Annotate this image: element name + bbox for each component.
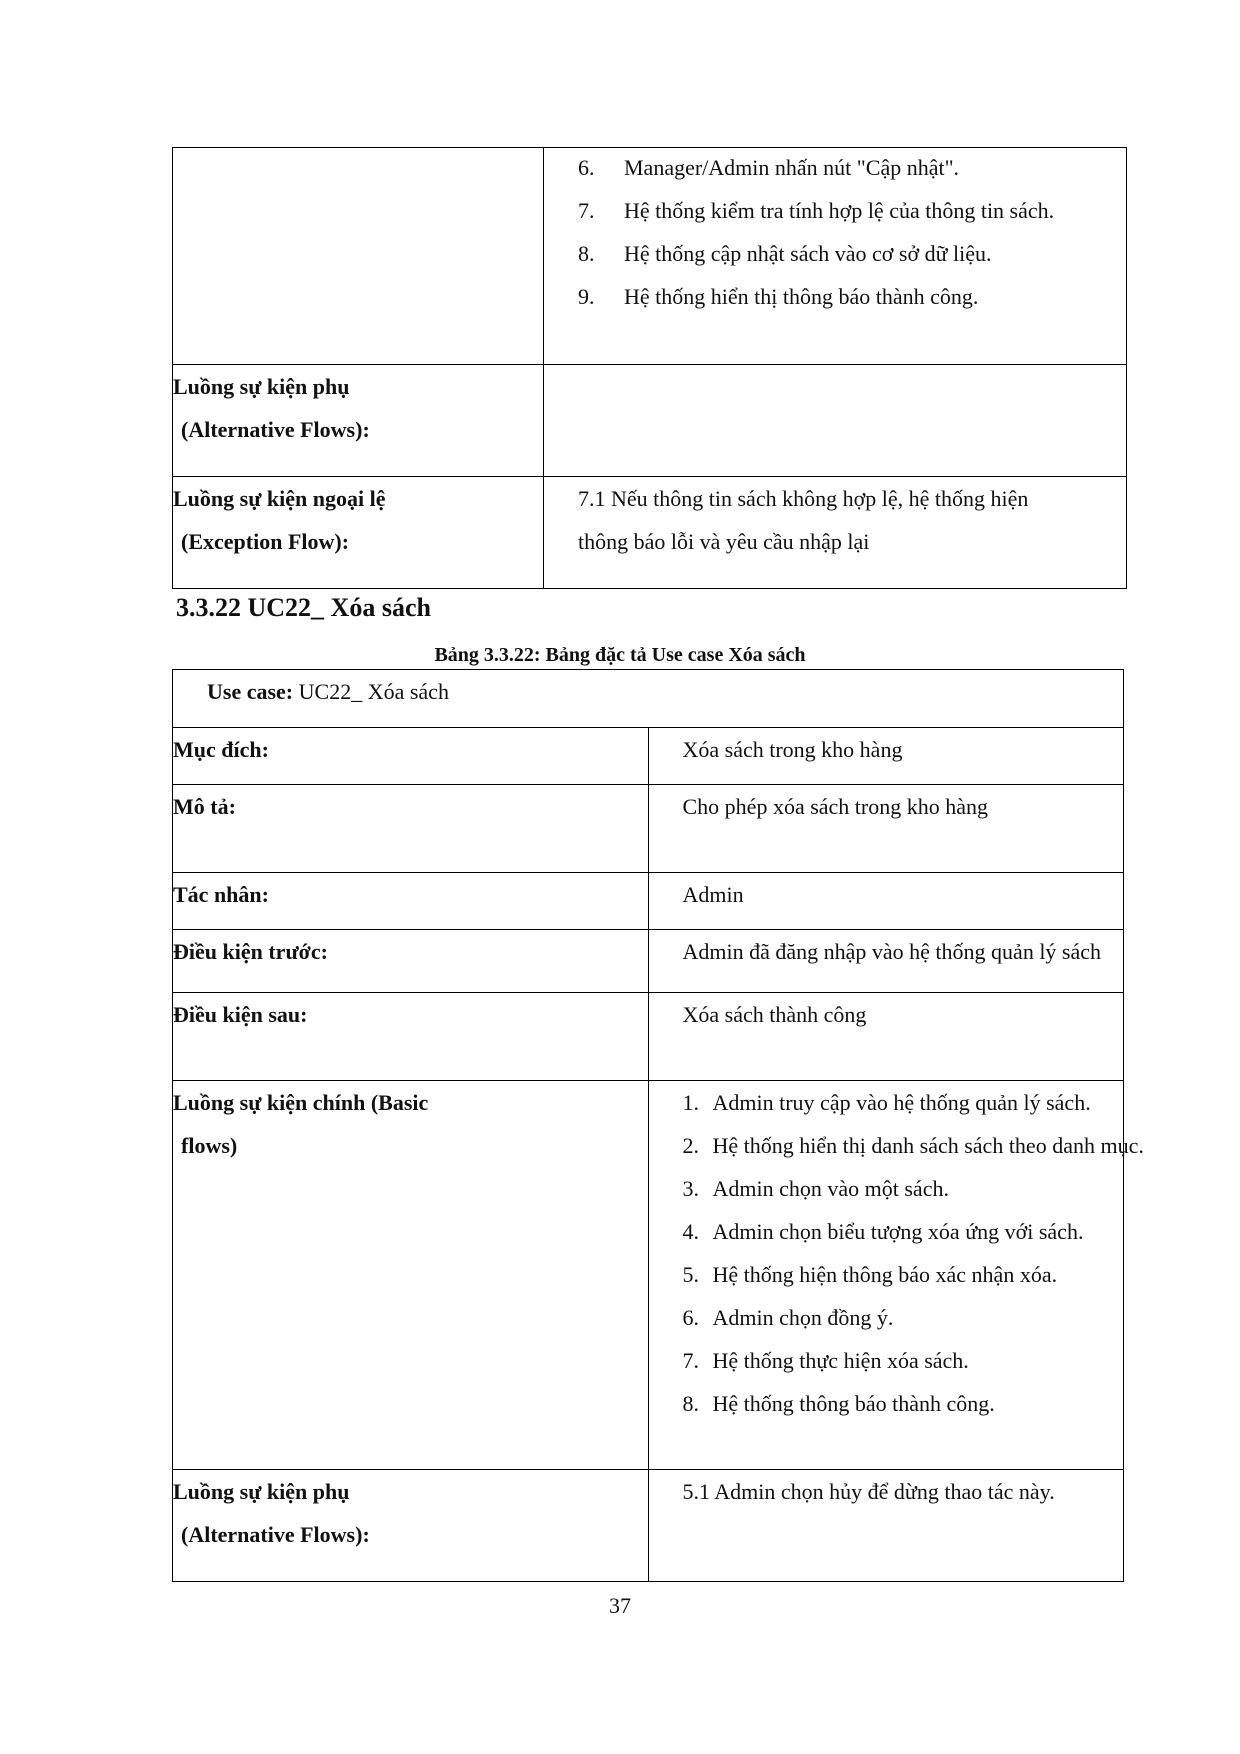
- purpose-row: [173, 728, 1124, 785]
- alternative-flow-row: [173, 1470, 1124, 1582]
- step-item: 3. Admin chọn vào một sách.: [682, 1176, 949, 1201]
- alternative-flow-value: [544, 365, 1127, 477]
- postcondition-row: [173, 993, 1124, 1081]
- basic-flow-continued-row: [173, 148, 1127, 365]
- step-item: 8. Hệ thống thông báo thành công.: [682, 1391, 995, 1416]
- exception-flow-label: Luồng sự kiện ngoại lệ (Exception Flow):: [173, 477, 544, 589]
- basic-flow-row: [173, 1081, 1124, 1470]
- precondition-label: Điều kiện trước:: [173, 930, 649, 993]
- precondition-value: Admin đã đăng nhập vào hệ thống quản lý sách: [648, 930, 1124, 993]
- alternative-flow-label: Luồng sự kiện phụ (Alternative Flows):: [173, 1470, 649, 1582]
- usecase-cell: [173, 670, 1124, 728]
- purpose-label: Mục đích:: [173, 728, 649, 785]
- usecase-row: [173, 670, 1124, 728]
- description-label: Mô tả:: [173, 785, 649, 873]
- step-item: 9. Hệ thống hiển thị thông báo thành công.: [578, 284, 979, 309]
- exception-flow-row: [173, 477, 1127, 589]
- description-row: [173, 785, 1124, 873]
- actor-row: [173, 873, 1124, 930]
- actor-label: Tác nhân:: [173, 873, 649, 930]
- table-caption: Bảng 3.3.22: Bảng đặc tả Use case Xóa sách: [434, 644, 806, 666]
- step-item: 7. Hệ thống thực hiện xóa sách.: [682, 1348, 969, 1373]
- page-number: 37: [609, 1593, 631, 1618]
- description-value: Cho phép xóa sách trong kho hàng: [648, 785, 1124, 873]
- section-heading: 3.3.22 UC22_ Xóa sách: [176, 593, 431, 622]
- exception-flow-value: 7.1 Nếu thông tin sách không hợp lệ, hệ thống hiện thông báo lỗi và yêu cầu nhập lại: [544, 477, 1127, 589]
- basic-flow-steps: [648, 1081, 1144, 1470]
- step-item: 6. Admin chọn đồng ý.: [682, 1305, 894, 1330]
- purpose-value: Xóa sách trong kho hàng: [648, 728, 1124, 785]
- actor-value: Admin: [648, 873, 1124, 930]
- usecase-table-continued: [172, 147, 1127, 589]
- step-item: 8. Hệ thống cập nhật sách vào cơ sở dữ liệu.: [578, 241, 992, 266]
- basic-flow-steps-cell: [544, 148, 1127, 365]
- step-item: 1. Admin truy cập vào hệ thống quản lý sách.: [682, 1090, 1091, 1115]
- step-item: 4. Admin chọn biểu tượng xóa ứng với sách.: [682, 1219, 1084, 1244]
- usecase-value: UC22_ Xóa sách: [298, 679, 449, 704]
- alternative-flow-row: [173, 365, 1127, 477]
- empty-label-cell: [173, 148, 544, 365]
- postcondition-value: Xóa sách thành công: [648, 993, 1124, 1081]
- postcondition-label: Điều kiện sau:: [173, 993, 649, 1081]
- basic-flow-label: Luồng sự kiện chính (Basic flows): [173, 1081, 649, 1470]
- alternative-flow-value: 5.1 Admin chọn hủy để dừng thao tác này.: [648, 1470, 1124, 1582]
- usecase-label: Use case:: [207, 679, 294, 704]
- step-item: 7. Hệ thống kiểm tra tính hợp lệ của thông tin sách.: [578, 198, 1055, 223]
- step-item: 6. Manager/Admin nhấn nút "Cập nhật".: [578, 155, 960, 180]
- alternative-flow-label: Luồng sự kiện phụ (Alternative Flows):: [173, 365, 544, 477]
- step-item: 5. Hệ thống hiện thông báo xác nhận xóa.: [682, 1262, 1058, 1287]
- step-item: 2. Hệ thống hiển thị danh sách sách theo danh mục.: [682, 1133, 1144, 1158]
- usecase-table-uc22: [172, 669, 1144, 1582]
- precondition-row: [173, 930, 1124, 993]
